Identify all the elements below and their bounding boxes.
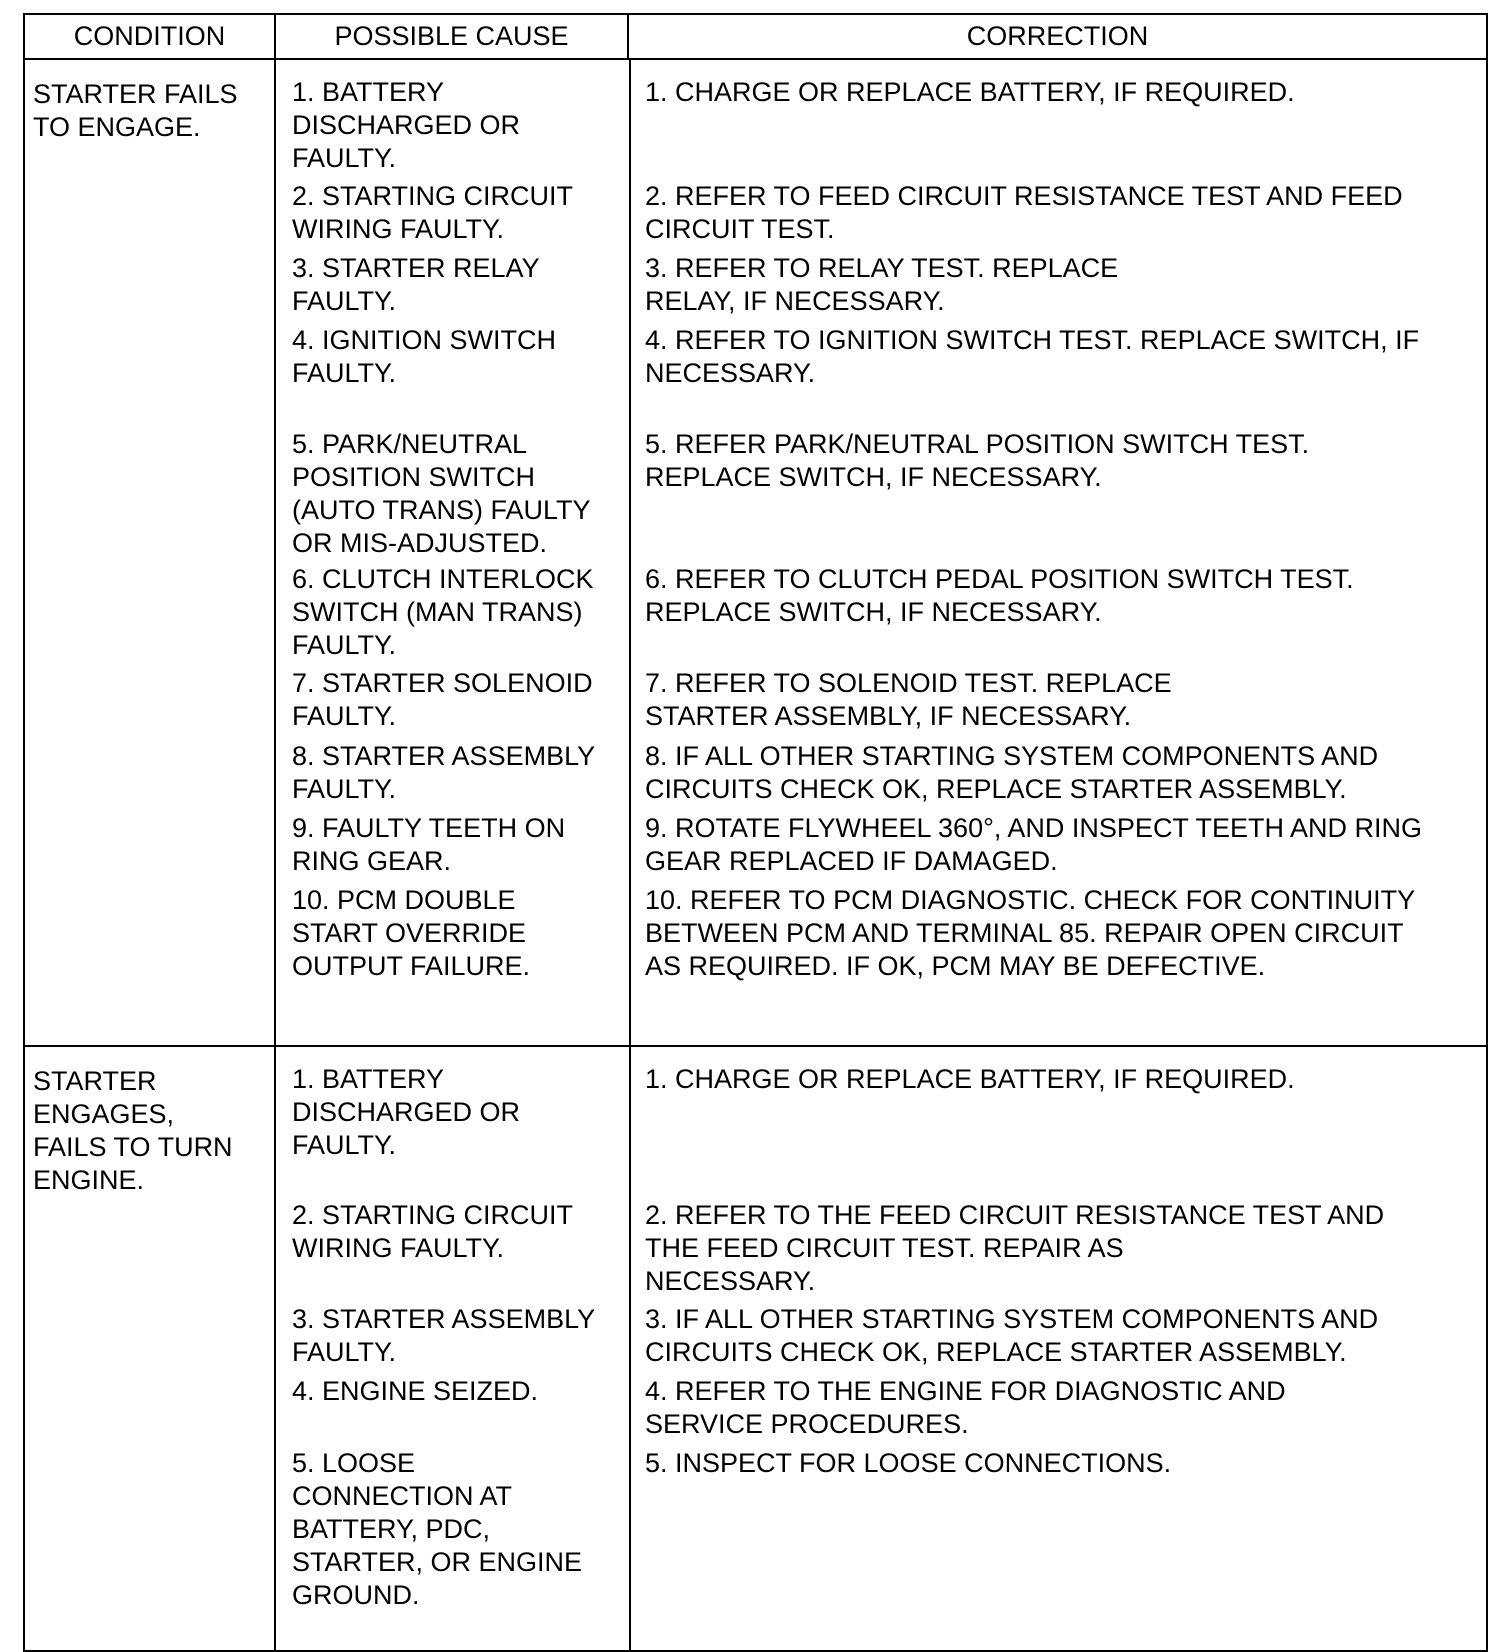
condition-section xyxy=(25,60,1486,1047)
header-condition: CONDITION xyxy=(25,15,276,58)
condition-section xyxy=(25,1047,1486,1650)
condition-text: STARTER ENGAGES, FAILS TO TURN ENGINE. xyxy=(33,1066,233,1195)
table-row xyxy=(276,563,1486,662)
correction-text: 7. REFER TO SOLENOID TEST. REPLACE STARTER ASSEMBLY, IF NECESSARY. xyxy=(645,668,1172,731)
cause-text: 9. FAULTY TEETH ON RING GEAR. xyxy=(292,813,566,876)
cause-text: 2. STARTING CIRCUIT WIRING FAULTY. xyxy=(292,181,574,244)
cause-text: 5. PARK/NEUTRAL POSITION SWITCH (AUTO TRANS) FAULTY OR MIS-ADJUSTED. xyxy=(292,429,591,558)
correction-text: 2. REFER TO THE FEED CIRCUIT RESISTANCE TEST AND THE FEED CIRCUIT TEST. REPAIR AS NECESSARY. xyxy=(645,1200,1385,1296)
cause-text: 6. CLUTCH INTERLOCK SWITCH (MAN TRANS) FAULTY. xyxy=(292,564,594,660)
condition-cell xyxy=(25,1047,276,1650)
table-row xyxy=(276,667,1486,733)
cause-correction-area xyxy=(276,1047,1486,1650)
cause-text: 3. STARTER ASSEMBLY FAULTY. xyxy=(292,1304,596,1367)
correction-text: 10. REFER TO PCM DIAGNOSTIC. CHECK FOR CONTINUITY BETWEEN PCM AND TERMINAL 85. REPAIR OPEN CIRCUIT AS REQUIRED. IF OK, PCM MAY BE DEFECTIVE. xyxy=(645,885,1416,981)
table-header-row xyxy=(25,15,1486,60)
cause-text: 2. STARTING CIRCUIT WIRING FAULTY. xyxy=(292,1200,574,1263)
table-row xyxy=(276,76,1486,175)
table-row xyxy=(276,1063,1486,1162)
cause-text: 5. LOOSE CONNECTION AT BATTERY, PDC, STARTER, OR ENGINE GROUND. xyxy=(292,1448,583,1610)
cause-text: 8. STARTER ASSEMBLY FAULTY. xyxy=(292,741,596,804)
correction-text: 4. REFER TO THE ENGINE FOR DIAGNOSTIC AND SERVICE PROCEDURES. xyxy=(645,1376,1286,1439)
correction-text: 2. REFER TO FEED CIRCUIT RESISTANCE TEST AND FEED CIRCUIT TEST. xyxy=(645,181,1403,244)
cause-correction-area xyxy=(276,60,1486,1045)
diagnosis-table xyxy=(23,13,1488,1652)
condition-text: STARTER FAILS TO ENGAGE. xyxy=(33,79,238,142)
correction-text: 8. IF ALL OTHER STARTING SYSTEM COMPONENTS AND CIRCUITS CHECK OK, REPLACE STARTER ASSEMBLY. xyxy=(645,741,1379,804)
cause-text: 10. PCM DOUBLE START OVERRIDE OUTPUT FAILURE. xyxy=(292,885,531,981)
cause-text: 1. BATTERY DISCHARGED OR FAULTY. xyxy=(292,77,521,173)
table-row xyxy=(276,884,1486,983)
table-row xyxy=(276,1375,1486,1441)
correction-text: 4. REFER TO IGNITION SWITCH TEST. REPLACE SWITCH, IF NECESSARY. xyxy=(645,325,1420,388)
table-row xyxy=(276,1447,1486,1612)
cause-text: 7. STARTER SOLENOID FAULTY. xyxy=(292,668,593,731)
correction-text: 3. IF ALL OTHER STARTING SYSTEM COMPONENTS AND CIRCUITS CHECK OK, REPLACE STARTER ASSEMBLY. xyxy=(645,1304,1379,1367)
table-row xyxy=(276,1303,1486,1369)
header-correction: CORRECTION xyxy=(966,21,1149,51)
correction-text: 1. CHARGE OR REPLACE BATTERY, IF REQUIRED. xyxy=(645,77,1295,107)
table-row xyxy=(276,324,1486,390)
condition-cell xyxy=(25,60,276,1045)
cause-text: 4. ENGINE SEIZED. xyxy=(292,1376,539,1406)
table-row xyxy=(276,180,1486,246)
table-row xyxy=(276,812,1486,878)
table-row xyxy=(276,740,1486,806)
table-row xyxy=(276,428,1486,560)
header-possible-cause: POSSIBLE CAUSE xyxy=(276,15,629,58)
cause-text: 4. IGNITION SWITCH FAULTY. xyxy=(292,325,557,388)
table-row xyxy=(276,1199,1486,1298)
correction-text: 1. CHARGE OR REPLACE BATTERY, IF REQUIRED. xyxy=(645,1064,1295,1094)
correction-text: 3. REFER TO RELAY TEST. REPLACE RELAY, IF NECESSARY. xyxy=(645,253,1119,316)
cause-text: 3. STARTER RELAY FAULTY. xyxy=(292,253,540,316)
correction-text: 6. REFER TO CLUTCH PEDAL POSITION SWITCH TEST. REPLACE SWITCH, IF NECESSARY. xyxy=(645,564,1354,627)
cause-text: 1. BATTERY DISCHARGED OR FAULTY. xyxy=(292,1064,521,1160)
correction-text: 5. INSPECT FOR LOOSE CONNECTIONS. xyxy=(645,1448,1172,1478)
correction-text: 9. ROTATE FLYWHEEL 360°, AND INSPECT TEETH AND RING GEAR REPLACED IF DAMAGED. xyxy=(645,813,1422,876)
table-row xyxy=(276,252,1486,318)
correction-text: 5. REFER PARK/NEUTRAL POSITION SWITCH TEST. REPLACE SWITCH, IF NECESSARY. xyxy=(645,429,1310,492)
